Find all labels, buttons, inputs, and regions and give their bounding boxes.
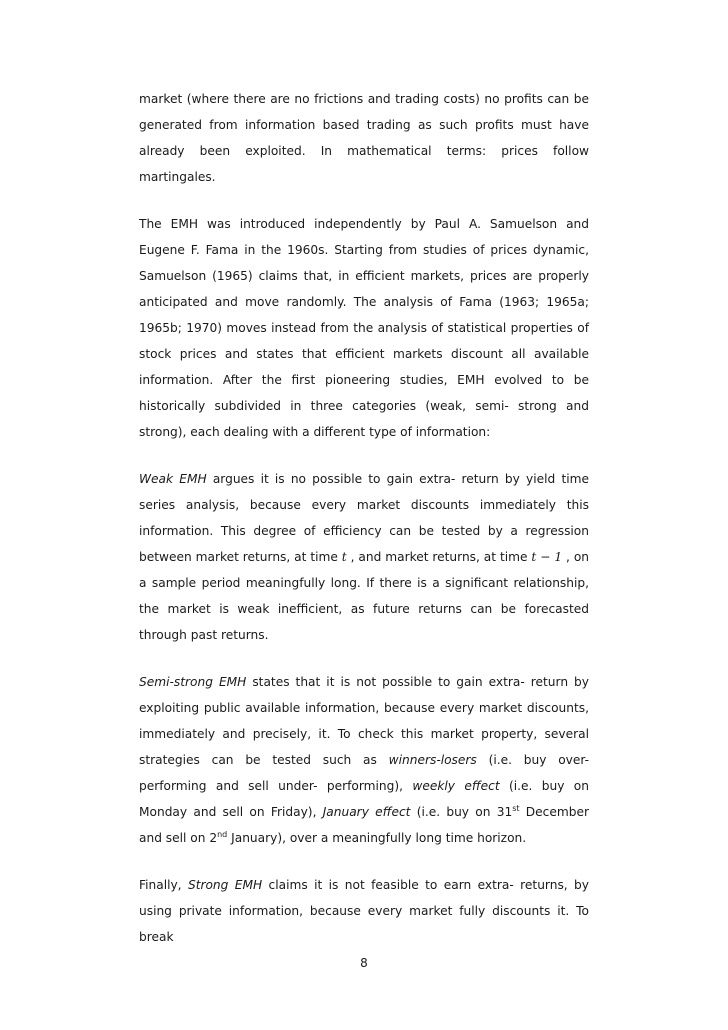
superscript-st: st	[512, 803, 520, 813]
text-segment: , on a sample period meaningfully long. If there is a significant relationship, the market is weak inefficient, as future returns can be forecasted through past returns.	[139, 550, 590, 642]
text-segment: Finally,	[139, 878, 188, 892]
text-segment: (i.e. buy over- performing and sell under- performing),	[139, 753, 589, 793]
term-winners-losers: winners-losers	[388, 753, 477, 767]
term-strong-emh: Strong EMH	[187, 878, 263, 892]
paragraph-martingales	[139, 86, 589, 190]
body-text	[139, 86, 589, 950]
term-semi-strong-emh: Semi-strong EMH	[139, 675, 247, 689]
paragraph-weak-emh	[139, 466, 589, 648]
text-segment: The EMH was introduced independently by Paul A. Samuelson and Eugene F. Fama in the 1960s. Starting from studies of prices dynamic, Samuelson (1965) claims that, in efficient markets, prices are properly anticipated and move randomly. The analysis of Fama (1963; 1965a; 1965b; 1970) moves instead from the analysis of statistical properties of stock prices and states that efficient markets discount all available information. After the first pioneering studies, EMH evolved to be historically subdivided in three categories (weak, semi- strong and strong), each dealing with a different type of information:	[139, 217, 589, 439]
paragraph-semi-strong-emh	[139, 669, 589, 851]
term-weekly-effect: weekly effect	[412, 779, 500, 793]
term-weak-emh: Weak EMH	[139, 472, 207, 486]
text-segment: January), over a meaningfully long time horizon.	[227, 831, 527, 845]
text-segment: argues it is no possible to gain extra- return by yield time series analysis, because every market discounts immediately this information. This degree of efficiency can be tested by a regression between market returns, at time	[139, 472, 589, 564]
text-segment: states that it is not possible to gain extra- return by exploiting public available information, because every market discounts, immediately and precisely, it. To check this market property, several strategies can be tested such as	[139, 675, 589, 767]
text-segment: December and sell on 2	[139, 805, 589, 845]
text-segment: (i.e. buy on Monday and sell on Friday),	[139, 779, 589, 819]
page-number: 8	[360, 956, 368, 970]
superscript-nd: nd	[217, 829, 228, 839]
text-segment: (i.e. buy on 31	[410, 805, 513, 819]
text-segment: , and market returns, at time	[346, 550, 532, 564]
math-time-t-minus-1: t − 1	[531, 550, 563, 564]
paragraph-strong-emh	[139, 872, 589, 950]
text-segment: claims it is not feasible to earn extra- returns, by using private information, because every market fully discounts it. To break	[139, 878, 590, 944]
math-time-t: t	[341, 550, 347, 564]
paragraph-emh-introduction	[139, 211, 589, 445]
term-january-effect: January effect	[322, 805, 411, 819]
text-segment: market (where there are no frictions and trading costs) no profits can be generated from information based trading as such profits must have already been exploited. In mathematical terms: prices follow martingales.	[139, 92, 589, 184]
